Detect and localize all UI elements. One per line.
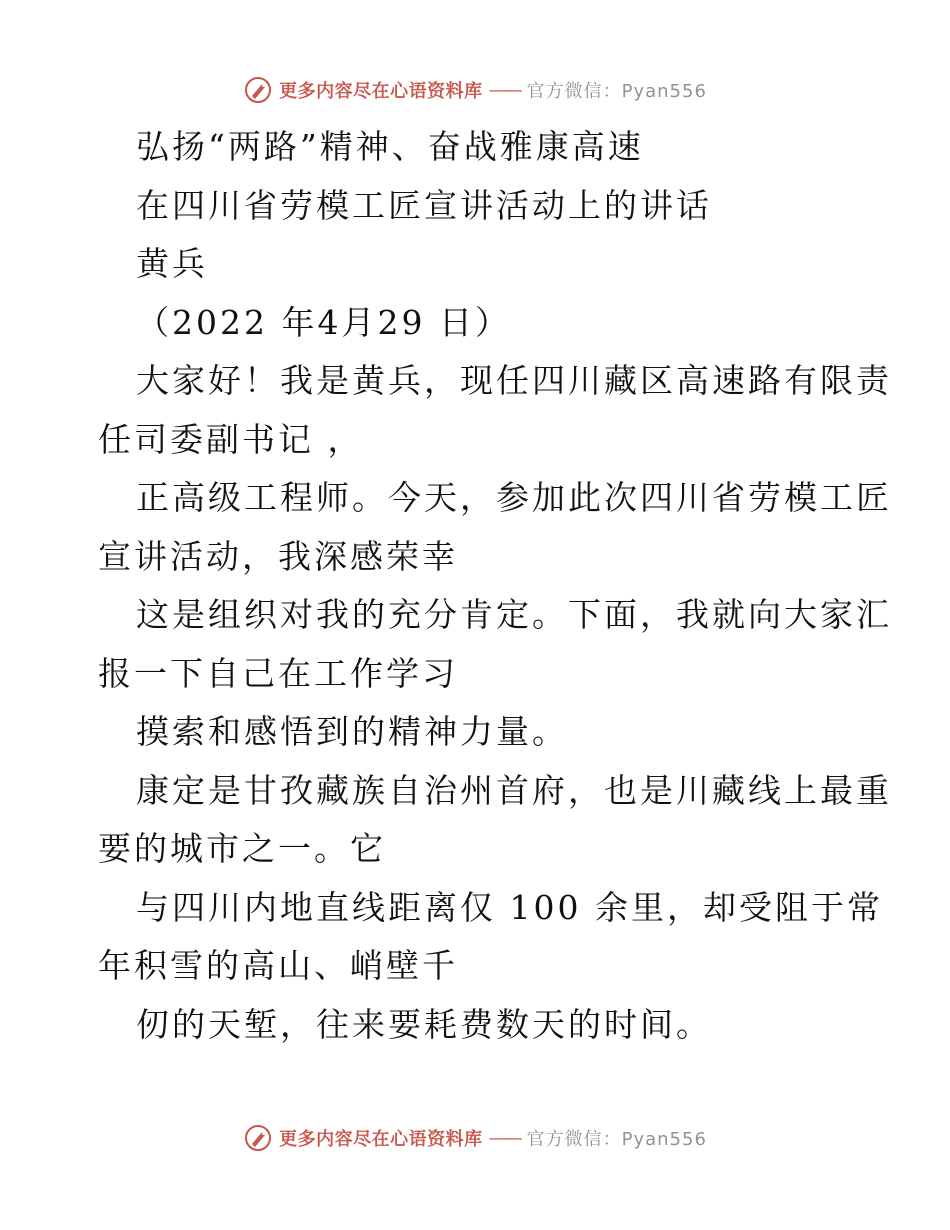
text-line: 要的城市之一。它 xyxy=(98,829,386,868)
text-line: 年积雪的高山、峭壁千 xyxy=(98,946,458,985)
watermark-wechat: 官方微信：Pyan556 xyxy=(526,1129,707,1150)
text-line: 黄兵 xyxy=(136,244,208,283)
pen-nib-seal-icon xyxy=(243,75,273,105)
watermark-header xyxy=(0,70,950,110)
text-line: （2022 年4月29 日） xyxy=(136,302,511,342)
text-line: 这是组织对我的充分肯定。下面，我就向大家汇 xyxy=(136,595,892,634)
watermark-dash: —— xyxy=(488,1127,521,1149)
watermark-footer xyxy=(0,1118,950,1158)
text-line: 弘扬“两路”精神、奋战雅康高速 xyxy=(136,127,644,166)
watermark-wechat: 官方微信：Pyan556 xyxy=(526,81,707,102)
text-line: 摸索和感悟到的精神力量。 xyxy=(136,712,568,751)
watermark-text: 更多内容尽在心语资料库 xyxy=(279,1129,483,1150)
text-line: 报一下自己在工作学习 xyxy=(98,653,458,693)
text-line: 康定是甘孜藏族自治州首府，也是川藏线上最重 xyxy=(136,770,892,810)
text-line: 正高级工程师。今天，参加此次四川省劳模工匠 xyxy=(136,478,892,517)
document-body xyxy=(98,118,892,1054)
watermark-dash: —— xyxy=(488,79,521,101)
pen-nib-seal-icon xyxy=(243,1123,273,1153)
text-line: 与四川内地直线距离仅 100 余里，却受阻于常 xyxy=(136,887,883,927)
text-line: 任司委副书记 ， xyxy=(98,419,364,459)
text-line: 宣讲活动，我深感荣幸 xyxy=(98,536,458,576)
text-line: 仞的天堑，往来要耗费数天的时间。 xyxy=(136,1004,712,1044)
watermark-text: 更多内容尽在心语资料库 xyxy=(279,81,483,102)
text-line: 在四川省劳模工匠宣讲活动上的讲话 xyxy=(136,185,712,225)
text-line: 大家好！我是黄兵，现任四川藏区高速路有限责 xyxy=(136,361,892,400)
